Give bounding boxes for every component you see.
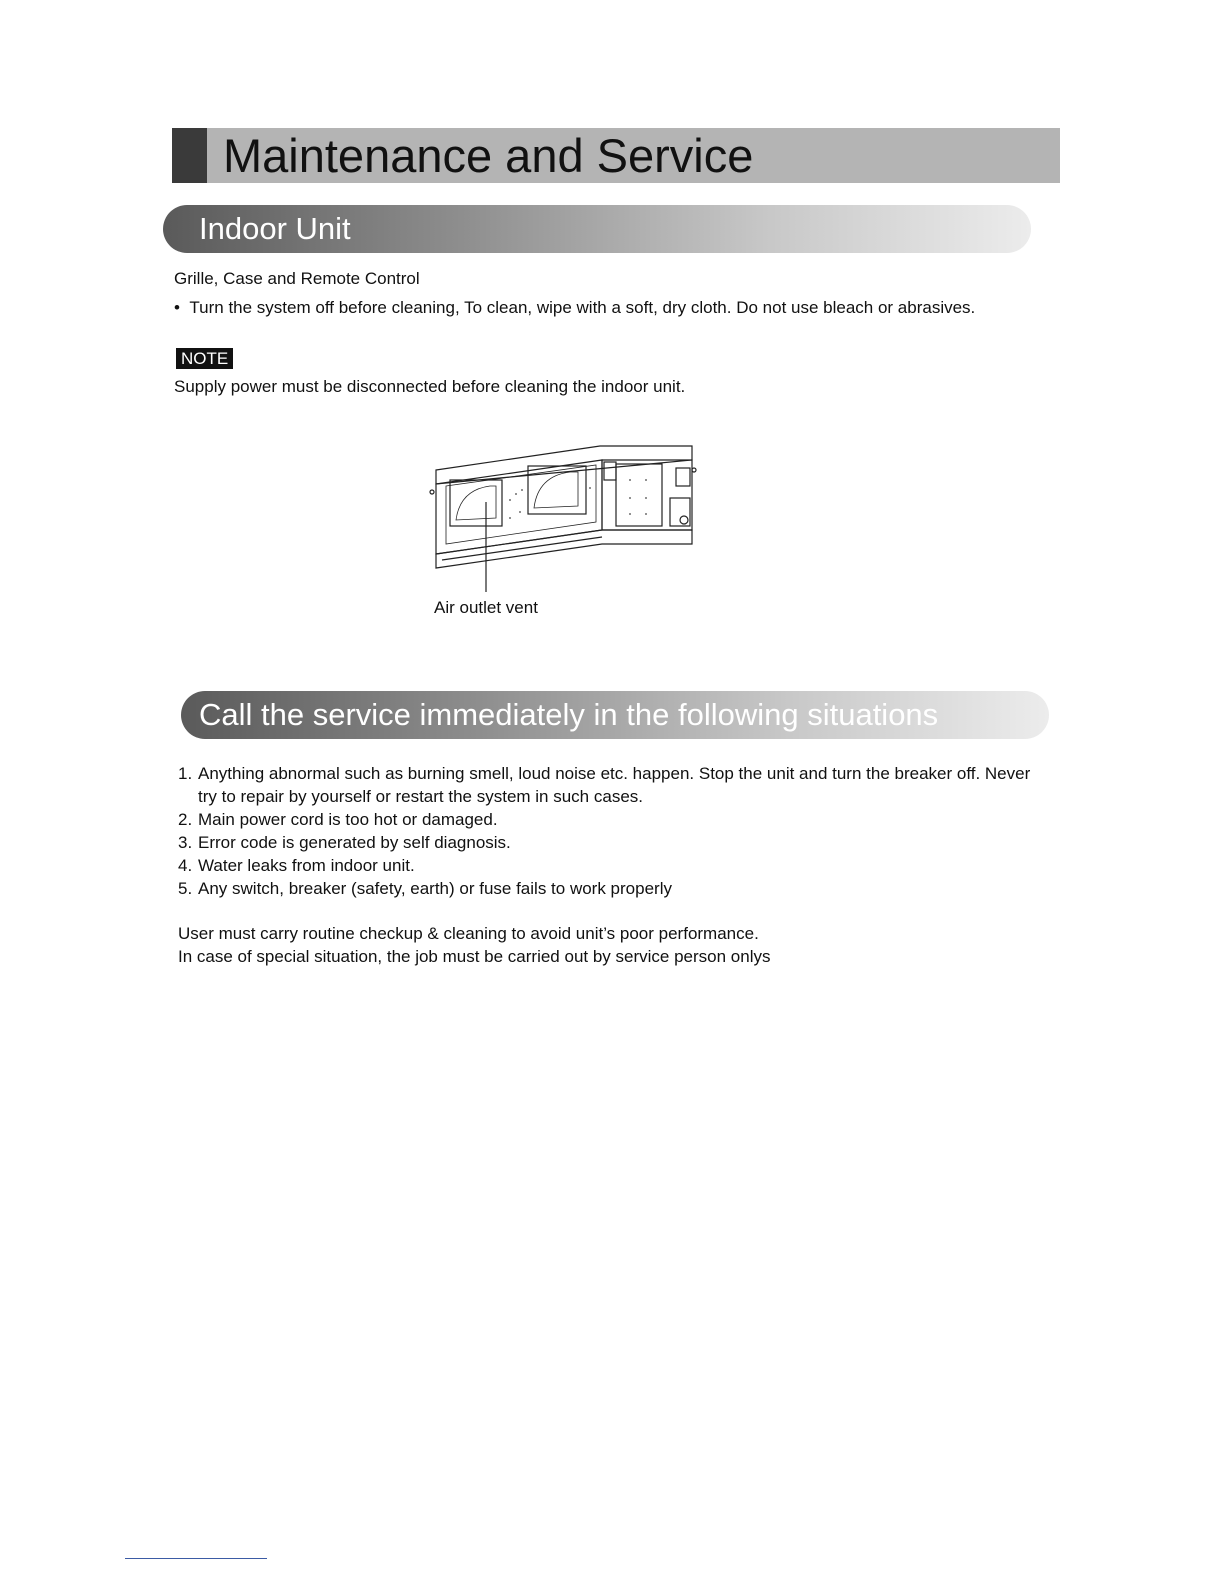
access-panel [616,464,662,526]
list-item: 4. Water leaks from indoor unit. [178,856,415,875]
section-heading-text: Indoor Unit [199,211,351,246]
subheading: Grille, Case and Remote Control [174,269,420,288]
footer-note-1: User must carry routine checkup & cleaning to avoid unit’s poor performance. [178,924,759,943]
page-title-bar [172,128,1060,183]
title-accent-block [172,128,207,183]
list-item: 3. Error code is generated by self diagnosis. [178,833,511,852]
situations-list [178,762,1030,900]
section-heading-indoor-unit [163,205,1031,253]
footer-divider [125,1558,267,1559]
bullet-text: Turn the system off before cleaning, To clean, wipe with a soft, dry cloth. Do not use bleach or abrasives. [189,298,976,317]
bullet-item [174,298,975,318]
list-item: 1. Anything abnormal such as burning smell, loud noise etc. happen. Stop the unit and turn the breaker off. Never try to repair by yourself or restart the system in such cases. [178,764,1031,806]
footer-note-2: In case of special situation, the job must be carried out by service person onlys [178,947,771,966]
list-item: 5. Any switch, breaker (safety, earth) or fuse fails to work properly [178,879,672,898]
list-item: 2. Main power cord is too hot or damaged. [178,810,498,829]
note-text: Supply power must be disconnected before cleaning the indoor unit. [174,377,686,396]
bullet-marker: • [174,298,190,317]
figure-label: Air outlet vent [434,598,538,617]
unit-base [436,530,692,568]
section-heading-call-service [181,691,1049,739]
page-title: Maintenance and Service [223,129,754,182]
section-heading-text: Call the service immediately in the following situations [199,697,939,732]
unit-front-face [436,460,602,554]
note-badge: NOTE [176,348,233,369]
